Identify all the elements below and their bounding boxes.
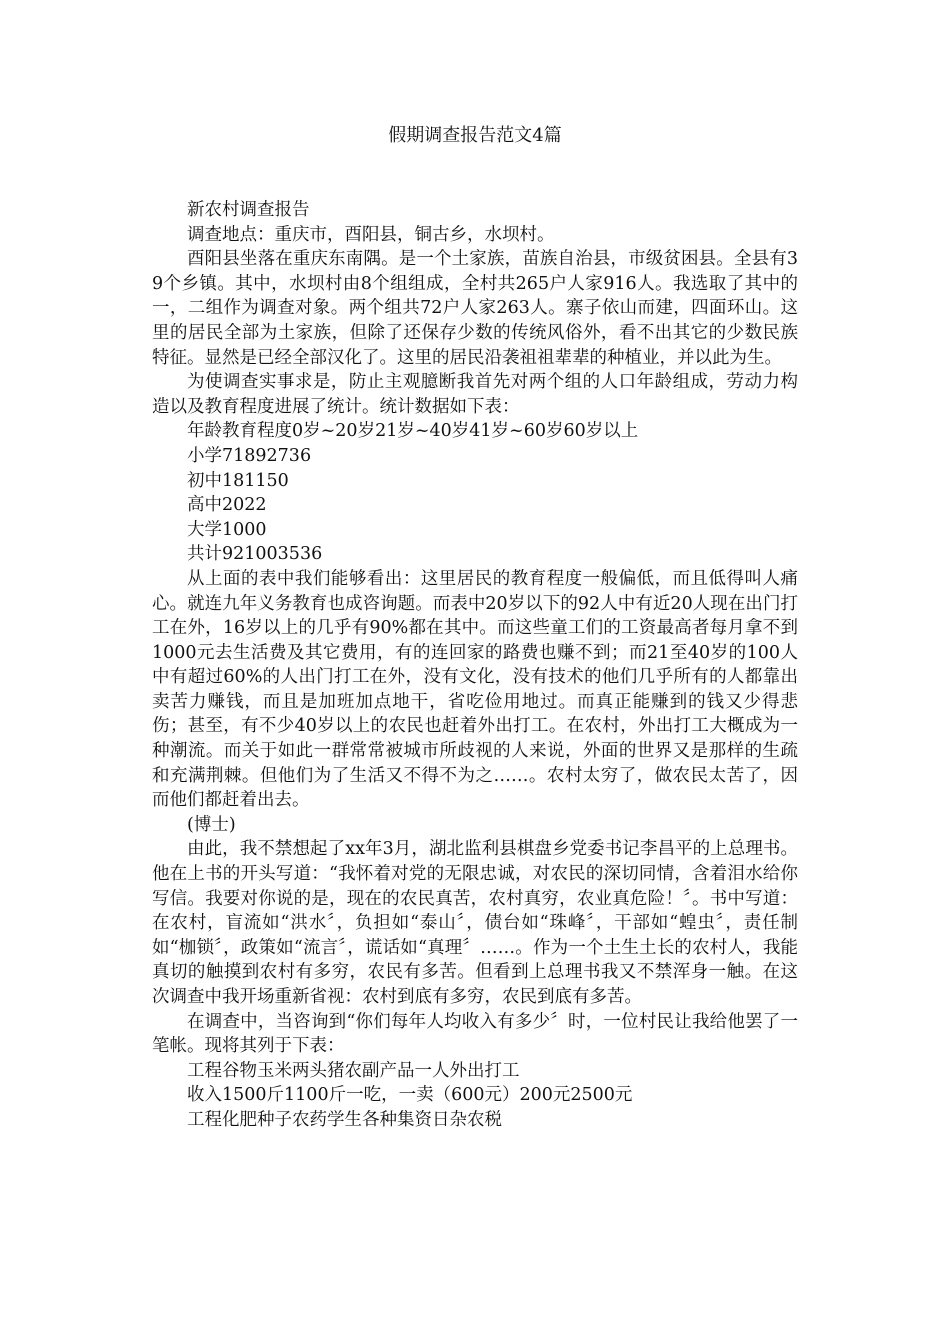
paragraph-doctor-note: (博士) [187, 814, 236, 835]
paragraph-survey-method: 为使调查实事求是，防止主观臆断我首先对两个组的人口年龄组成，劳动力构造以及教育程度进展了统计。统计数据如下表： [152, 372, 798, 417]
paragraph-income-question: 在调查中，当咨询到“你们每年人均收入有多少〞时，一位村民让我给他罢了一笔帐。现将其列于下表： [152, 1011, 798, 1057]
paragraph-analysis: 从上面的表中我们能够看出：这里居民的教育程度一般偏低，而且低得叫人痛心。就连九年义务教育也成咨询题。而表中20岁以下的92人中有近20人现在出门打工在外，16岁以上的几乎有90%都在其中。而这些童工们的工资最高者每月拿不到1000元去生活费及其它费用，有的连回家的路费也赚不到；而21至40岁的100人中有超过60%的人出门打工在外，没有文化，没有技术的他们几乎所有的人都靠出卖苦力赚钱，而且是加班加点地干，省吃俭用地过。而真正能赚到的钱又少得悲伤；甚至，有不少40岁以上的农民也赶着外出打工。在农村，外出打工大概成为一种潮流。而关于如此一群常常被城市所歧视的人来说，外面的世界又是那样的生疏和充满荆棘。但他们为了生活又不得不为之……。农村太穷了，做农民太苦了，因而他们都赶着出去。 [152, 568, 798, 811]
income-table-row: 收入1500斤1100斤一吃，一卖（600元）200元2500元 [187, 1085, 633, 1106]
table-row-junior: 初中181150 [187, 470, 289, 491]
table-header-row: 年龄教育程度0岁~20岁21岁~40岁41岁~60岁60岁以上 [187, 421, 639, 442]
table-row-total: 共计921003536 [187, 544, 323, 565]
paragraph-location: 调查地点：重庆市，酉阳县，铜古乡，水坝村。 [187, 224, 555, 245]
expense-table-header: 工程化肥种子农药学生各种集资日杂农税 [187, 1109, 502, 1130]
document-body [152, 198, 798, 1133]
income-table-header: 工程谷物玉米两头猪农副产品一人外出打工 [187, 1060, 520, 1081]
table-row-senior: 高中2022 [187, 495, 267, 516]
table-row-university: 大学1000 [187, 519, 267, 540]
paragraph-report-heading: 新农村调查报告 [187, 200, 310, 220]
paragraph-county-intro: 酉阳县坐落在重庆东南隅。是一个土家族，苗族自治县，市级贫困县。全县有39个乡镇。其中，水坝村由8个组组成，全村共265户人家916人。我选取了其中的一，二组作为调查对象。两个组共72户人家263人。寨子依山而建，四面环山。这里的居民全部为土家族，但除了还保存少数的传统风俗外，看不出其它的少数民族特征。显然是已经全部汉化了。这里的居民沿袭祖祖辈辈的种植业，并以此为生。 [152, 249, 798, 368]
table-row-primary: 小学71892736 [187, 445, 312, 466]
document-title: 假期调查报告范文4篇 [388, 125, 562, 146]
paragraph-letter: 由此，我不禁想起了xx年3月，湖北监利县棋盘乡党委书记李昌平的上总理书。他在上书的开头写道：“我怀着对党的无限忠诚，对农民的深切同情，含着泪水给你写信。我要对你说的是，现在的农民真苦，农村真穷，农业真危险！〞。书中写道：在农村，盲流如“洪水〞，负担如“泰山〞，债台如“珠峰〞，干部如“蝗虫〞，责任制如“枷锁〞，政策如“流言〞，谎话如“真理〞……。作为一个土生土长的农村人，我能真切的触摸到农村有多穷，农民有多苦。但看到上总理书我又不禁浑身一触。在这次调查中我开场重新省视：农村到底有多穷，农民到底有多苦。 [152, 839, 798, 1007]
